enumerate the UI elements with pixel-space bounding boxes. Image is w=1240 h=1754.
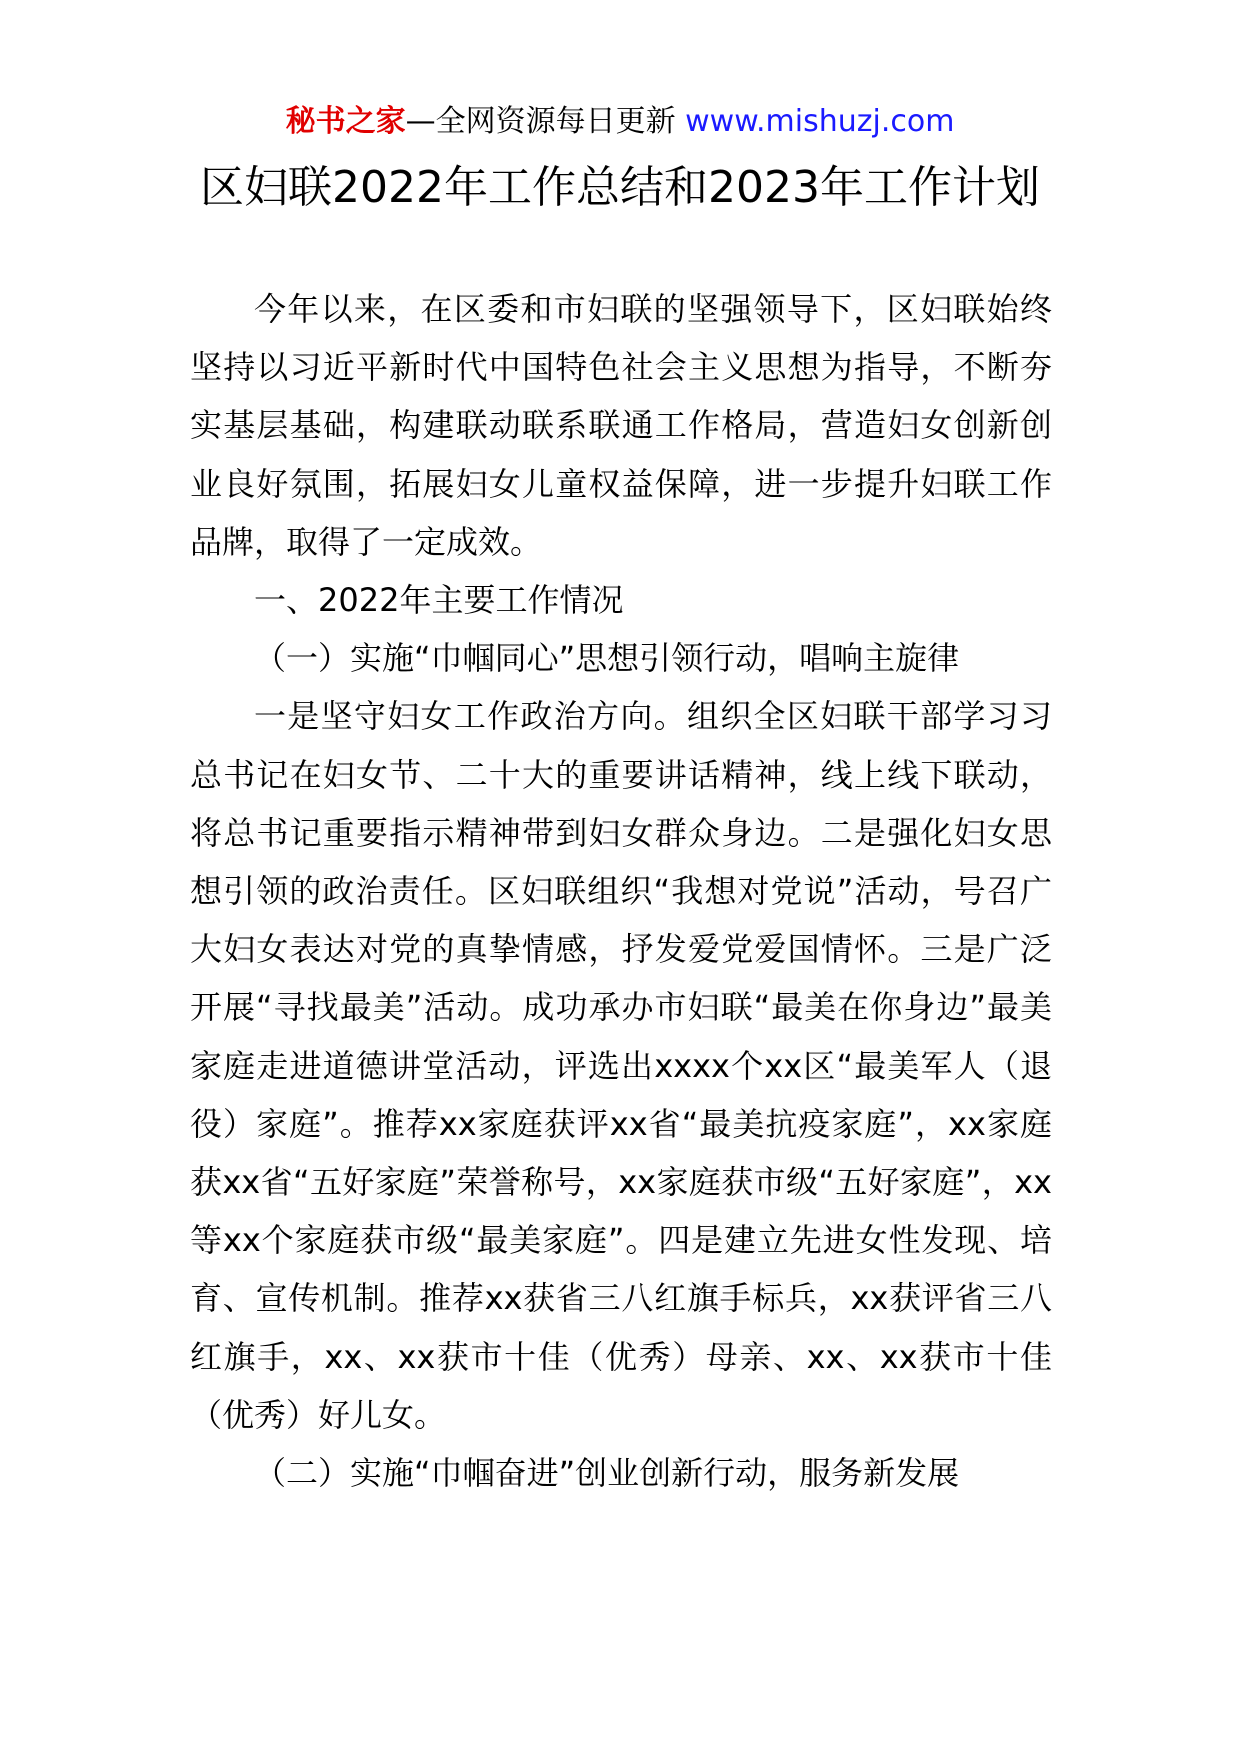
- website-link[interactable]: www.mishuzj.com: [685, 104, 955, 139]
- intro-paragraph: 今年以来，在区委和市妇联的坚强领导下，区妇联始终坚持以习近平新时代中国特色社会主义思想为指导，不断夯实基层基础，构建联动联系联通工作格局，营造妇女创新创业良好氛围，拓展妇女儿童权益保障，进一步提升妇联工作品牌，取得了一定成效。: [190, 290, 1052, 561]
- brand-name: 秘书之家: [285, 104, 406, 139]
- document-title: 区妇联2022年工作总结和2023年工作计划: [200, 162, 1040, 213]
- subsection-1-paragraph: 一是坚守妇女工作政治方向。组织全区妇联干部学习习总书记在妇女节、二十大的重要讲话精神，线上线下联动，将总书记重要指示精神带到妇女群众身边。二是强化妇女思想引领的政治责任。区妇联组织“我想对党说”活动，号召广大妇女表达对党的真挚情感，抒发爱党爱国情怀。三是广泛开展“寻找最美”活动。成功承办市妇联“最美在你身边”最美家庭走进道德讲堂活动，评选出xxxx个xx区“最美军人（退役）家庭”。推荐xx家庭获评xx省“最美抗疫家庭”，xx家庭获xx省“五好家庭”荣誉称号，xx家庭获市级“五好家庭”，xx等xx个家庭获市级“最美家庭”。四是建立先进女性发现、培育、宣传机制。推荐xx获省三八红旗手标兵，xx获评省三八红旗手，xx、xx获市十佳（优秀）母亲、xx、xx获市十佳（优秀）好儿女。: [190, 697, 1052, 1434]
- subsection-heading-1: （一）实施“巾帼同心”思想引领行动，唱响主旋律: [254, 639, 960, 678]
- subsection-heading-2: （二）实施“巾帼奋进”创业创新行动，服务新发展: [254, 1454, 960, 1493]
- document-body: [190, 280, 1052, 1502]
- header-tagline: —全网资源每日更新: [405, 104, 676, 139]
- header-banner: [0, 100, 1240, 144]
- section-heading-1: 一、2022年主要工作情况: [254, 581, 624, 620]
